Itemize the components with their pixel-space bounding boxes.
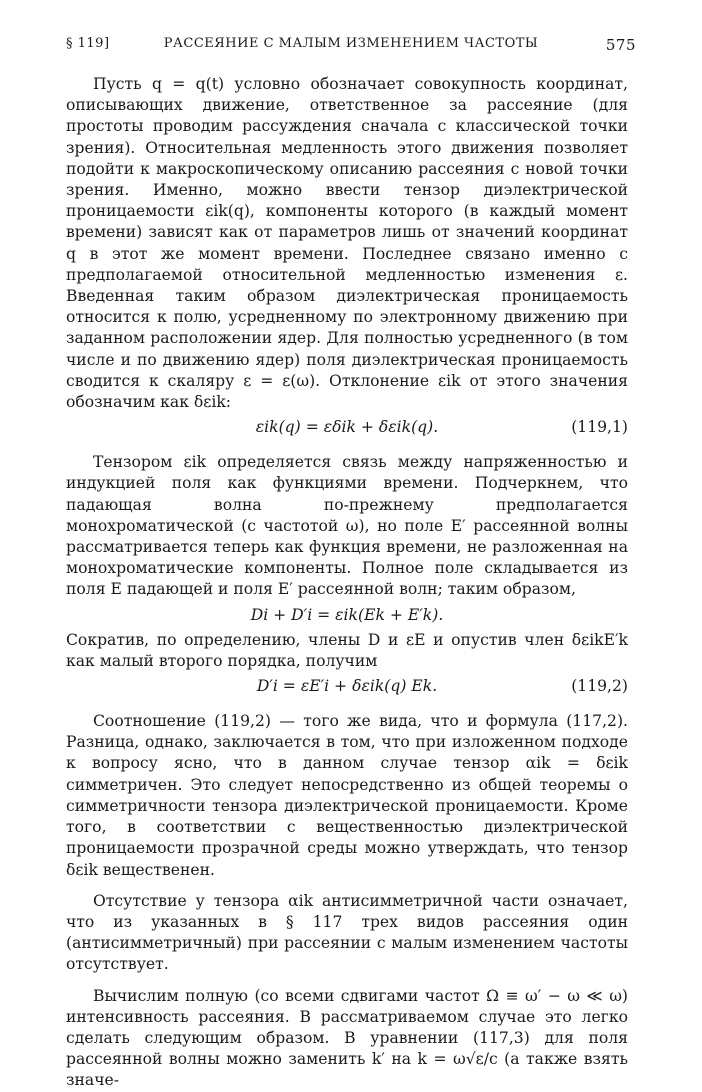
paragraph-5: Отсутствие у тензора αik антисимметричной части означает, что из указанных в § 117 трех видов рассеяния один (антисимметричный) при рассеянии с малым изменением частоты отсутствует. bbox=[66, 891, 628, 974]
main-text bbox=[66, 74, 628, 1092]
equation-119-1-formula: εik(q) = εδik + δεik(q). bbox=[255, 418, 439, 437]
equation-119-2-formula: D′i = εE′i + δεik(q) Ek. bbox=[256, 677, 438, 696]
equation-119-2 bbox=[66, 672, 628, 701]
paragraph-6: Вычислим полную (со всеми сдвигами частот Ω ≡ ω′ − ω ≪ ω) интенсивность рассеяния. В рассматриваемом случае это легко сделать следующим образом. В уравнении (117,3) для поля рассеянной волны можно заменить k′ на k = ω√ε/c (а также взять значе- bbox=[66, 986, 628, 1090]
paragraph-3: Сократив, по определению, члены D и εE и опустив член δεikE′k как малый второго порядка, получим bbox=[66, 630, 628, 670]
running-header bbox=[66, 36, 636, 56]
equation-unnumbered-formula: Di + D′i = εik(Ek + E′k). bbox=[250, 605, 444, 624]
equation-119-1-number: (119,1) bbox=[571, 418, 628, 437]
equation-119-1 bbox=[66, 413, 628, 442]
paragraph-1: Пусть q = q(t) условно обозначает совокупность координат, описывающих движение, ответственное за рассеяние (для простоты проводим рассуждения сначала с классической точки зрения). Относительная медленность этого движения позволяет подойти к макроскопическому описанию рассеяния с новой точки зрения. Именно, можно ввести тензор диэлектрической проницаемости εik(q), компоненты которого (в каждый момент времени) зависят как от параметров лишь от значений координат q в этот же момент времени. Последнее связано именно с предполагаемой относительной медленностью изменения ε. Введенная таким образом диэлектрическая проницаемость относится к полю, усредненному по электронному движению при заданном расположении ядер. Для полностью усредненного (в том числе и по движению ядер) поля диэлектрическая проницаемость сводится к скаляру ε = ε(ω). Отклонение εik от этого значения обозначим как δεik: bbox=[66, 75, 628, 412]
paragraph-4: Соотношение (119,2) — того же вида, что и формула (117,2). Разница, однако, заключается в том, что при изложенном подходе к вопросу ясно, что в данном случае тензор αik = δεik симметричен. Это следует непосредственно из общей теоремы о симметричности тензора диэлектрической проницаемости. Кроме того, в соответствии с вещественностью диэлектрической проницаемости прозрачной среды можно утверждать, что тензор δεik вещественен. bbox=[66, 712, 628, 879]
page-number: 575 bbox=[605, 36, 636, 54]
chapter-title: РАССЕЯНИЕ С МАЛЫМ ИЗМЕНЕНИЕМ ЧАСТОТЫ bbox=[163, 36, 539, 51]
paragraph-2: Тензором εik определяется связь между напряженностью и индукцией поля как функциями времени. Подчеркнем, что падающая волна по-прежнему предполагается монохроматической (с частотой ω), но поле E′ рассеянной волны рассматривается теперь как функция времени, не разложенная на монохроматические компоненты. Полное поле складывается из поля E падающей и поля E′ рассеянной волн; таким образом, bbox=[66, 453, 628, 599]
section-ref: § 119] bbox=[66, 36, 110, 51]
equation-119-2-number: (119,2) bbox=[571, 677, 628, 696]
equation-unnumbered bbox=[66, 601, 628, 630]
